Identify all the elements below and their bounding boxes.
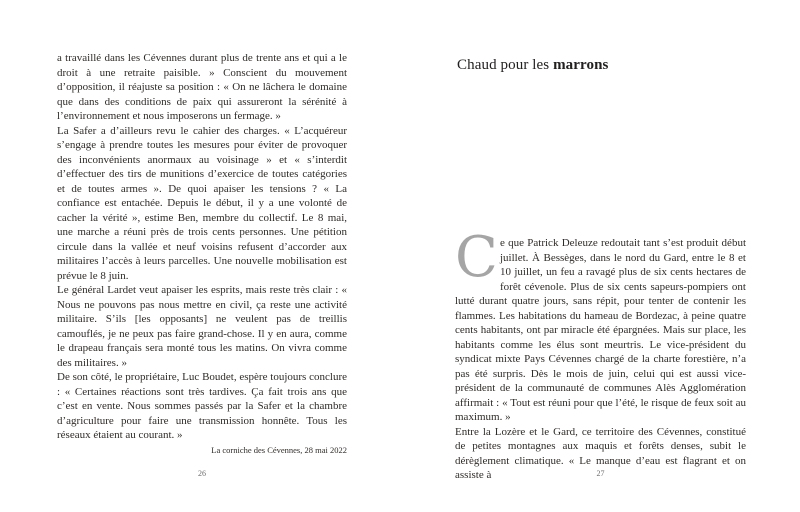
paragraph: La Safer a d’ailleurs revu le cahier des charges. « L’acquéreur s’engage à prendre toutes les mesures pour éviter de provoquer des inconvénients anormaux au voisinage » et « s’interdit d’effectuer des tirs de munitions d’exercice de toutes catégories et de toutes armes ». De quoi apaiser les tensions ? « La confiance est entachée. Depuis le début, il y a une volonté de cacher la vérité », estime Ben, membre du collectif. Le 8 mai, une marche a réuni près de trois cents personnes. Une pétition circule dans la vallée et neuf voisins refusent d’accorder aux militaires l’accès à leurs parcelles. Une nouvelle mobilisation est prévue le 8 juin. bbox=[57, 124, 347, 282]
left-page-text bbox=[57, 51, 347, 457]
chapter-title-bold: marrons bbox=[553, 57, 609, 73]
right-page-text bbox=[455, 225, 746, 483]
drop-cap: C bbox=[455, 225, 498, 290]
paragraph: De son côté, le propriétaire, Luc Boudet, espère toujours conclure : « Certaines réactions sont très tardives. Ça fait trois ans que c’est en vente. Nous sommes passés par la Safer et la chambre d’agriculture pour faire une transmission honnête. Tous les réseaux étaient au courant. » bbox=[57, 371, 347, 441]
paragraph-text: e que Patrick Deleuze redoutait tant s’est produit début juillet. À Bessèges, dans le nord du Gard, entre le 8 et 10 juillet, un feu a ravagé plus de six cents hectares de forêt cévenole. Plus de six cents sapeurs-pompiers ont lutté durant quatre jours, sans répit, pour tenter de contenir les flammes. Les habitations du hameau de Bordezac, à peine quatre cents habitants, ont par miracle été épargnées. Mais sur place, les habitants comme les élus sont meurtris. Le vice-président du syndicat mixte Pays Cévennes chargé de la charte forestière, n’a pas été surpris. Dès le mois de juin, celui qui est aussi vice-président de la communauté de communes Alès Agglomération affirmait : « Tout est réuni pour que l’été, le risque de feux soit au maximum. » bbox=[455, 237, 746, 423]
chapter-title bbox=[457, 55, 609, 75]
article-attribution: La corniche des Cévennes, 28 mai 2022 bbox=[211, 444, 347, 455]
page-number-left: 26 bbox=[198, 469, 206, 478]
paragraph bbox=[455, 225, 746, 425]
chapter-title-regular: Chaud pour les bbox=[457, 57, 554, 73]
paragraph: Le général Lardet veut apaiser les esprits, mais reste très clair : « Nous ne pouvons pas nous mettre en civil, ça reste une activité militaire. S’ils [les opposants] ne veulent pas de treillis camouflés, je ne peux pas faire grand-chose. Il y en aura, comme le drapeau français sera monté tous les matins. On vivra comme des militaires. » bbox=[57, 284, 347, 369]
paragraph: Entre la Lozère et le Gard, ce territoire des Cévennes, constitué de petites montagnes aux maquis et forêts denses, subit le dérèglement climatique. « Le manque d’eau est flagrant et on assiste à bbox=[455, 425, 746, 481]
paragraph: a travaillé dans les Cévennes durant plus de trente ans et qui a le droit à une retraite paisible. » Conscient du mouvement d’opposition, il réajuste sa position : « On ne lâchera le domaine que dans des conditions de paix qui assureront la sérénité à l’environnement et nous imposerons un fermage. » bbox=[57, 52, 347, 122]
page-number-right: 27 bbox=[596, 469, 605, 478]
